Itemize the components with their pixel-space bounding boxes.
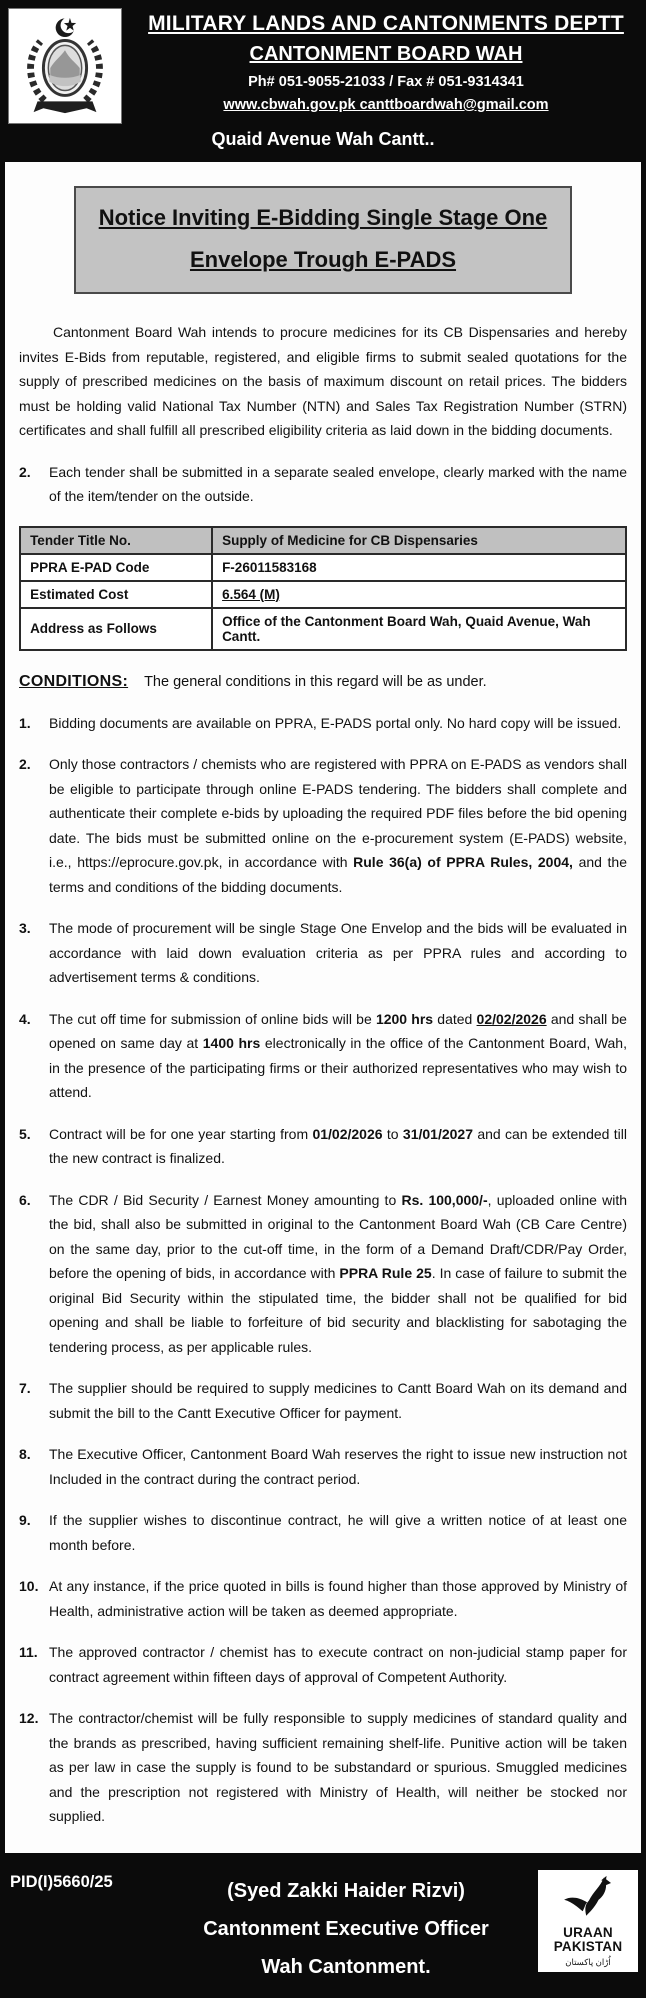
condition-number: 1.	[19, 714, 31, 731]
table-row	[20, 527, 626, 554]
condition-text: Bidding documents are available on PPRA, E-PADS portal only. No hard copy will be issued.	[49, 714, 622, 731]
condition-text: The Executive Officer, Cantonment Board Wah reserves the right to issue new instruction not Included in the contract during the contract period.	[49, 1446, 627, 1487]
condition-text: The CDR / Bid Security / Earnest Money amounting to Rs. 100,000/-, uploaded online with the bid, shall also be submitted in original to the Cantonment Board Wah (CB Care Centre) on the same day, prior to the cut-off time, in the form of a Demand Draft/CDR/Pay Order, before the opening of bids, in accordance with PPRA Rule 25. In case of failure to submit the original Bid Security within the stipulated time, the bidder shall not be qualified for bid opening and shall be liable to forfeiture of bid security and blacklisting for sabotaging the tendering process, as per applicable rules.	[49, 1191, 627, 1355]
conditions-intro: The general conditions in this regard will be as under.	[144, 673, 487, 690]
masthead	[0, 0, 646, 159]
signatory-place: Wah Cantonment.	[261, 1955, 431, 1978]
table-label: PPRA E-PAD Code	[20, 554, 212, 581]
table-row	[20, 608, 626, 650]
table-label: Estimated Cost	[20, 581, 212, 608]
uraan-pakistan-logo	[538, 1870, 638, 1972]
table-value: Office of the Cantonment Board Wah, Quaid Avenue, Wah Cantt.	[212, 608, 626, 650]
intro-paragraph: Cantonment Board Wah intends to procure medicines for its CB Dispensaries and hereby invites E-Bids from reputable, registered, and eligible firms to submit sealed quotations for the supply of prescribed medicines on the basis of maximum discount on retail prices. The bidders must be holding valid National Tax Number (NTN) and Sales Tax Registration Number (STRN) certificates and shall fulfill all prescribed eligibility criteria as laid down in the bidding documents.	[19, 324, 627, 438]
signatory-title: Cantonment Executive Officer	[203, 1917, 489, 1940]
signatory-block	[158, 1870, 534, 1986]
condition-number: 12.	[19, 1710, 39, 1726]
condition-item	[19, 1706, 627, 1829]
condition-item	[19, 1376, 627, 1425]
condition-text: The approved contractor / chemist has to execute contract on non-judicial stamp paper for contract agreement within fifteen days of approval of Competent Authority.	[49, 1644, 627, 1685]
condition-number: 3.	[19, 920, 31, 936]
condition-item	[19, 1508, 627, 1557]
website-email-line: www.cbwah.gov.pk canttboardwah@gmail.com	[223, 97, 549, 113]
uraan-logo-line2: PAKISTAN	[553, 1938, 623, 1954]
condition-number: 6.	[19, 1191, 31, 1208]
condition-text: Only those contractors / chemists who are registered with PPRA on E-PADS as vendors shall be eligible to participate through online E-PADS tendering. The bidders shall complete and authenticate their complete e-bids by uploading the required PDF files before the bid opening date. The bids must be submitted online on the e-procurement system (E-PADS) website, i.e., https://eprocure.gov.pk, in accordance with Rule 36(a) of PPRA Rules, 2004, and the terms and conditions of the bidding documents.	[49, 756, 628, 895]
crest-icon	[13, 13, 117, 119]
table-row	[20, 554, 626, 581]
condition-number: 8.	[19, 1446, 31, 1462]
condition-item	[19, 1122, 627, 1171]
pid-number: PID(I)5660/25	[10, 1872, 113, 1891]
tender-envelope-item	[19, 460, 627, 509]
condition-item	[19, 711, 627, 736]
uraan-bird-icon	[559, 1875, 617, 1921]
cantonment-board-crest-icon	[8, 8, 122, 124]
condition-text: If the supplier wishes to discontinue contract, he will give a written notice of at least one month before.	[49, 1512, 627, 1553]
uraan-urdu-tagline: اُڑان پاکستان	[565, 1956, 611, 1967]
condition-number: 2.	[19, 756, 31, 772]
tender-details-table	[19, 526, 627, 651]
condition-number: 9.	[19, 1512, 31, 1528]
condition-text: Contract will be for one year starting from 01/02/2026 to 31/01/2027 and can be extended till the new contract is finalized.	[49, 1125, 627, 1166]
condition-item	[19, 752, 627, 899]
condition-item	[19, 1640, 627, 1689]
table-value: F-26011583168	[212, 554, 626, 581]
department-title: MILITARY LANDS AND CANTONMENTS DEPTT	[148, 12, 624, 35]
condition-item	[19, 1007, 627, 1105]
condition-item	[19, 1188, 627, 1360]
conditions-heading-line	[19, 673, 627, 691]
address-line: Quaid Avenue Wah Cantt..	[211, 129, 435, 149]
board-title: CANTONMENT BOARD WAH	[249, 43, 523, 65]
item-number: 2.	[19, 463, 31, 480]
footer-signature-bar	[0, 1858, 646, 1998]
table-value: 6.564 (M)	[212, 581, 626, 608]
condition-number: 4.	[19, 1010, 31, 1027]
condition-number: 10.	[19, 1578, 39, 1594]
uraan-logo-line1: URAAN	[563, 1924, 613, 1940]
table-label: Tender Title No.	[20, 527, 212, 554]
condition-text: At any instance, if the price quoted in bills is found higher than those approved by Ministry of Health, administrative action will be taken as deemed appropriate.	[49, 1578, 627, 1619]
condition-number: 7.	[19, 1380, 31, 1396]
notice-title-box	[74, 186, 572, 294]
condition-text: The cut off time for submission of online bids will be 1200 hrs dated 02/02/2026 and shall be opened on same day at 1400 hrs electronically in the office of the Cantonment Board, Wah, in the presence of the participating firms or their authorized representatives who may wish to attend.	[49, 1010, 627, 1100]
item-text: Each tender shall be submitted in a separate sealed envelope, clearly marked with the name of the item/tender on the outside.	[49, 463, 627, 504]
notice-title-line1: Notice Inviting E-Bidding Single Stage One	[98, 205, 548, 230]
table-value: Supply of Medicine for CB Dispensaries	[212, 527, 626, 554]
condition-item	[19, 916, 627, 990]
condition-text: The mode of procurement will be single Stage One Envelop and the bids will be evaluated in accordance with laid down evaluation criteria as per PPRA rules and according to advertisement terms & conditions.	[49, 920, 627, 985]
notice-title-line2: Envelope Trough E-PADS	[189, 247, 457, 272]
table-row	[20, 581, 626, 608]
table-label: Address as Follows	[20, 608, 212, 650]
condition-item	[19, 1574, 627, 1623]
conditions-heading: CONDITIONS:	[19, 672, 129, 690]
condition-text: The supplier should be required to supply medicines to Cantt Board Wah on its demand and submit the bill to the Cantt Executive Officer for payment.	[49, 1380, 627, 1421]
condition-number: 11.	[19, 1644, 38, 1660]
notice-body-panel	[0, 159, 646, 1858]
phone-fax-line: Ph# 051-9055-21033 / Fax # 051-9314341	[248, 74, 524, 90]
condition-number: 5.	[19, 1125, 31, 1142]
signatory-name: (Syed Zakki Haider Rizvi)	[227, 1879, 465, 1902]
condition-item	[19, 1442, 627, 1491]
condition-text: The contractor/chemist will be fully responsible to supply medicines of standard quality and the brands as prescribed, having sufficient remaining shelf-life. Punitive action will be taken as per law in case the supply is found to be substandard or spurious. Smuggled medicines and the prescription not registered with Ministry of Health, will neither be stocked nor supplied.	[49, 1710, 627, 1824]
